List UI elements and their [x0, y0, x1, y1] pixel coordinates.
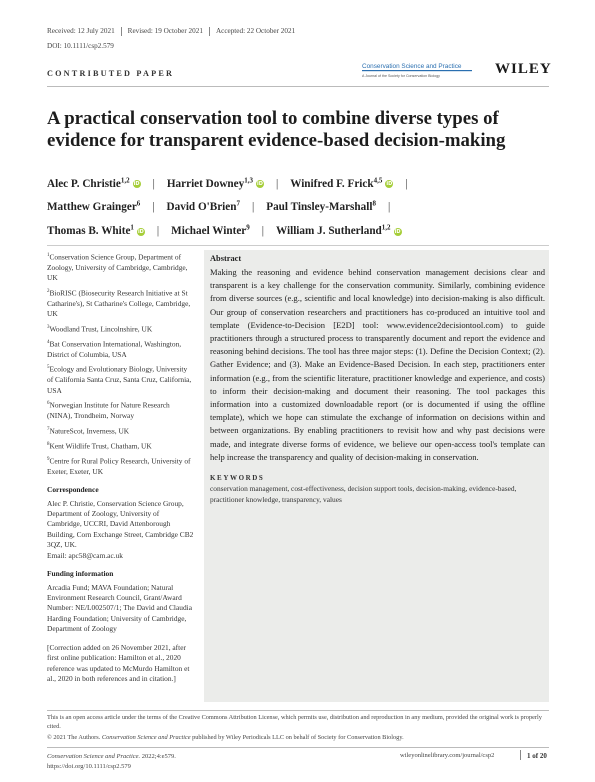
author-affiliation-sup: 1,2 — [381, 223, 391, 232]
citation — [47, 752, 176, 771]
orcid-icon[interactable]: iD — [386, 181, 393, 188]
funding-text: Arcadia Fund; MAVA Foundation; Natural Environment Research Council, Grant/Award Number: NE/L002507/1; The David and Claudia Harding Foundation; University of Cambridge, Department of Zoology — [47, 582, 192, 634]
copyright-journal: Conservation Science and Practice — [101, 734, 191, 741]
author-separator: | — [387, 201, 391, 214]
author-separator: | — [405, 177, 408, 190]
author-affiliation-sup: 1,2 — [120, 176, 130, 184]
correction-note: [Correction added on 26 November 2021, after first online publication: Hamilton et al., 2020 reference was updated to McMurdo Hamilton et al., 2020 in both references and in citation.] — [47, 642, 190, 683]
author-separator: | — [152, 177, 155, 190]
author-list — [47, 170, 552, 241]
abstract-heading: Abstract — [210, 254, 242, 263]
author-name: Thomas B. White$^1$iD — [47, 223, 144, 238]
author-name: Harriet Downey$^{1,3}$iD — [166, 176, 263, 190]
author-name: David O'Brien$^7$ — [166, 199, 240, 214]
accepted-date: Accepted: 22 October 2021 — [215, 27, 296, 36]
affiliation-number: 5 — [47, 365, 50, 371]
funding-heading: Funding information — [47, 569, 114, 579]
copyright-note — [47, 734, 549, 741]
copyright-prefix: © 2021 The Authors. — [47, 734, 102, 741]
affiliation-item: $^7$NatureScot, Inverness, UK — [47, 426, 130, 436]
orcid-icon[interactable]: iD — [133, 181, 140, 188]
sidebar-info — [47, 251, 195, 688]
keywords-text: conservation management, cost-effectiveness, decision support tools, decision-making, evidence-based, practitioner knowledge, transparency, values — [210, 484, 517, 504]
orcid-icon[interactable]: iD — [394, 228, 401, 235]
affiliation-number: 1 — [47, 253, 50, 258]
abstract-box — [204, 250, 549, 702]
author-separator: | — [152, 201, 155, 214]
correspondence-email[interactable]: Email: apc58@cam.ac.uk — [47, 550, 123, 560]
author-name: Alec P. Christie$^{1,2}$iD — [47, 176, 140, 190]
author-separator: | — [261, 225, 264, 238]
author-affiliation-sup: 4,5 — [373, 176, 383, 184]
affiliation-number: 4 — [47, 339, 50, 345]
footer-separator — [520, 750, 521, 760]
footer-divider-2 — [47, 747, 549, 748]
affiliation-number: 3 — [47, 324, 50, 330]
abstract-text: Making the reasoning and evidence behind conservation management decisions clear and transparent is a key challenge for the conservation community. Similarly, combining evidence from diverse sources (e.g., scientific and local knowledge) into decision-making is also difficult. Our group of conservation researchers and practitioners has co-produced an intuitive tool and template (Evidence-to-Decision [E2D] tool: www.evidence2decisiontool.com) to guide practitioners through a structured process to transparently document and report the evidence and reasoning behind decisions. The tool has three major steps: (1). Define the Decision Context; (2). Gather Evidence; and (3). Make an Evidence-Based Decision. In each step, practitioners enter information (e.g., from the scientific literature, practitioner knowledge and experience, and costs) to inform their decision-making and document their reasoning. The tool packages this information into a customized downloadable report (or is documented if using the offline template), which we hope can stimulate the exchange of information on decisions within and between organizations. By enabling practitioners to revisit how and why past decisions were made, and integrate diverse forms of evidence, we believe our open-access tool's template can help increase the transparency and quality of decision-making in conservation. — [210, 267, 545, 462]
citation-doi[interactable]: https://doi.org/10.1111/csp2.579 — [47, 762, 131, 770]
orcid-icon[interactable]: iD — [257, 181, 263, 188]
affiliation-item: $^1$Conservation Science Group, Department of Zoology, University of Cambridge, Cambridge, UK — [47, 252, 188, 283]
author-affiliation-sup: 8 — [372, 199, 376, 208]
keywords-heading: KEYWORDS — [210, 474, 265, 483]
author-separator: | — [156, 225, 160, 238]
affiliation-number: 7 — [47, 426, 50, 432]
received-date: Received: 12 July 2021 — [47, 27, 115, 36]
author-affiliation-sup: 9 — [246, 223, 250, 232]
affiliation-item: $^8$Kent Wildlife Trust, Chatham, UK — [47, 441, 152, 451]
author-name: Winifred F. Frick$^{4,5}$iD — [290, 176, 393, 190]
publisher-logo: WILEY — [495, 61, 552, 77]
journal-website-link[interactable]: wileyonlinelibrary.com/journal/csp2 — [400, 752, 495, 759]
author-affiliation-sup: 7 — [236, 199, 240, 208]
copyright-suffix: published by Wiley Periodicals LLC on behalf of Society for Conservation Biology. — [190, 734, 404, 741]
correspondence-heading: Correspondence — [47, 485, 99, 495]
journal-logo — [362, 60, 472, 80]
journal-logo-subtitle: A Journal of the Society for Conservation Biology — [362, 74, 440, 78]
affiliation-number: 8 — [47, 441, 50, 447]
author-name: Matthew Grainger$^6$ — [47, 199, 141, 214]
journal-logo-title: Conservation Science and Practice — [362, 63, 462, 70]
doi[interactable]: DOI: 10.1111/csp2.579 — [47, 42, 114, 50]
header-divider — [47, 86, 549, 87]
affiliation-list — [47, 251, 195, 477]
author-affiliation-sup: 1,3 — [244, 176, 253, 184]
affiliation-number: 2 — [47, 288, 50, 294]
authors-divider — [47, 245, 549, 246]
author-name: Paul Tinsley-Marshall$^8$ — [266, 199, 376, 214]
author-name: Michael Winter$^9$ — [171, 223, 250, 238]
affiliation-item: $^3$Woodland Trust, Lincolnshire, UK — [47, 324, 153, 334]
article-type-kicker: CONTRIBUTED PAPER — [47, 69, 175, 78]
author-affiliation-sup: 1 — [130, 223, 134, 232]
correspondence-text: Alec P. Christie, Conservation Science Group, Department of Zoology, University of Cambridge, UCCRI, David Attenborough Building, Corn Exchange Street, Cambridge CB2 3QZ, UK. — [47, 498, 194, 550]
affiliation-item: $^5$Ecology and Evolutionary Biology, University of California Santa Cruz, Santa Cruz, California, USA — [47, 364, 192, 395]
footer-divider — [47, 710, 549, 711]
author-name: William J. Sutherland$^{1,2}$iD — [276, 223, 401, 238]
page-number: 1 of 20 — [527, 752, 547, 760]
affiliation-item: $^9$Centre for Rural Policy Research, University of Exeter, Exeter, UK — [47, 456, 191, 476]
orcid-icon[interactable]: iD — [137, 228, 144, 235]
citation-journal: Conservation Science and Practice. — [47, 753, 141, 760]
affiliation-item: $^2$BioRISC (Biosecurity Research Initiative at St Catharine's), St Catharine's College, Cambridge, UK — [47, 288, 191, 319]
affiliation-number: 6 — [47, 401, 50, 407]
license-note: This is an open access article under the terms of the Creative Commons Attribution License, which permits use, distribution and reproduction in any medium, provided the original work is properly cited. — [47, 714, 542, 730]
article-title: A practical conservation tool to combine diverse types of evidence for transparent evidence-based decision-making — [47, 108, 506, 151]
author-affiliation-sup: 6 — [136, 199, 141, 208]
author-separator: | — [251, 201, 255, 214]
affiliation-number: 9 — [47, 456, 50, 462]
affiliation-item: $^6$Norwegian Institute for Nature Research (NINA), Trondheim, Norway — [47, 400, 170, 421]
article-dates — [47, 27, 295, 36]
author-separator: | — [275, 177, 279, 190]
revised-date: Revised: 19 October 2021 — [127, 27, 203, 36]
citation-volume: 2022;4:e579. — [140, 753, 176, 760]
affiliation-item: $^4$Bat Conservation International, Washington, District of Columbia, USA — [47, 339, 182, 359]
